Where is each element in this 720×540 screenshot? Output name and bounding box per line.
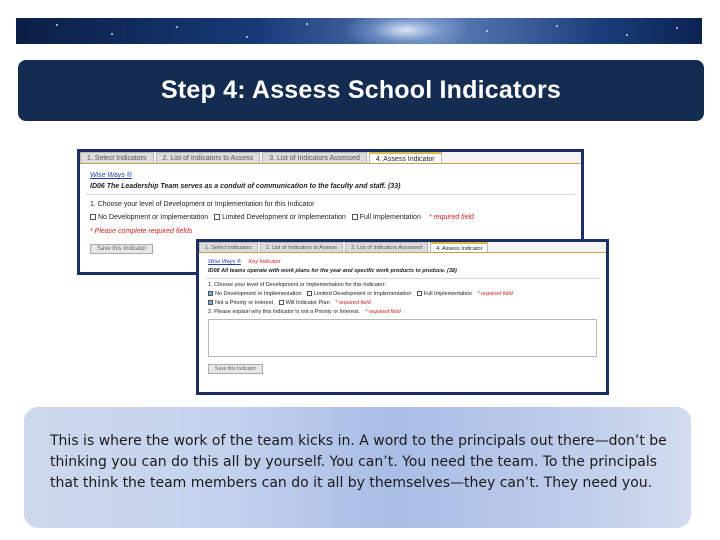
star-icon <box>246 36 248 38</box>
priority-checkbox[interactable] <box>279 300 284 305</box>
option-checkbox[interactable] <box>307 291 312 296</box>
star-icon <box>486 30 488 32</box>
indicator-heading <box>199 267 606 276</box>
notes-box <box>24 407 691 528</box>
option-checkbox[interactable] <box>352 214 358 220</box>
tab-indicators-to-assess[interactable]: 2. List of Indicators to Assess <box>156 152 261 163</box>
star-icon <box>176 26 178 28</box>
tab-indicators-assessed[interactable]: 3. List of Indicators Assessed <box>262 152 367 163</box>
banner-glow <box>346 18 466 44</box>
required-note: * required field <box>477 291 513 297</box>
tab-indicators-to-assess[interactable]: 2. List of Indicators to Assess <box>260 242 343 252</box>
assess-indicator-screenshot-front <box>196 239 609 395</box>
divider <box>205 278 600 279</box>
required-note: * required field <box>335 300 371 306</box>
option-label: Full Implementation <box>423 291 472 297</box>
option-checkbox[interactable] <box>417 291 422 296</box>
option-label: Limited Development or Implementation <box>222 214 346 221</box>
indicator-text: The Leadership Team serves as a conduit of communication to the faculty and staff. (33) <box>106 183 401 190</box>
option-checkbox[interactable] <box>214 214 220 220</box>
tab-assess-indicator[interactable]: 4. Assess Indicator <box>430 242 488 252</box>
level-options <box>199 290 606 299</box>
save-indicator-button[interactable]: Save this Indicator <box>208 364 263 374</box>
title-bar <box>18 60 704 121</box>
body-text: This is where the work of the team kicks in. A word to the principals out there—don’t be thinking you can do this all by yourself. You can’t. You need the team. To the principals that think the team members can do it all by themselves—they can’t. They need you. <box>50 433 667 491</box>
wise-ways-link[interactable]: Wise Ways ® <box>208 259 241 265</box>
star-icon <box>56 24 58 26</box>
slide-title: Step 4: Assess School Indicators <box>160 76 562 104</box>
priority-checkbox-checked[interactable] <box>208 300 213 305</box>
explanation-textarea[interactable] <box>208 319 597 357</box>
option-label: Full Implementation <box>359 214 421 221</box>
tab-select-indicators[interactable]: 1. Select Indicators <box>199 242 258 252</box>
wise-ways-link[interactable]: Wise Ways ® <box>90 172 132 179</box>
indicator-text: All teams operate with work plans for the year and specific work products to produce. (38) <box>221 268 457 274</box>
star-icon <box>626 34 628 36</box>
question-1-label: 1. Choose your level of Development or Implementation for this Indicator <box>90 201 315 208</box>
key-indicator-label: Key Indicator <box>248 259 281 265</box>
tab-indicators-assessed[interactable]: 3. List of Indicators Assessed <box>345 242 428 252</box>
indicator-code: ID06 <box>90 183 105 190</box>
star-icon <box>556 25 558 27</box>
option-label: Limited Development or Implementation <box>314 291 412 297</box>
tab-assess-indicator[interactable]: 4. Assess Indicator <box>369 152 442 163</box>
star-icon <box>676 27 678 29</box>
option-label: No Development or Implementation <box>215 291 302 297</box>
divider <box>86 194 575 195</box>
option-checkbox-checked[interactable] <box>208 291 213 296</box>
required-note: * required field <box>365 309 401 315</box>
option-label: No Development or Implementation <box>98 214 209 221</box>
star-icon <box>306 23 308 25</box>
option-checkbox[interactable] <box>90 214 96 220</box>
tab-strip <box>80 152 581 164</box>
required-note: * required field <box>428 214 474 221</box>
priority-label: Not a Priority or Interest <box>215 300 274 306</box>
star-icon <box>111 33 113 35</box>
question-2-label: 2. Please explain why this Indicator is not a Priority or Interest. <box>208 309 360 315</box>
question-1-label: 1. Choose your level of Development or Implementation for this Indicator: <box>208 282 386 288</box>
question-2-row <box>199 308 606 317</box>
warning-message: * Please complete required fields <box>90 228 193 235</box>
tab-strip <box>199 242 606 253</box>
save-indicator-button[interactable]: Save this Indicator <box>90 244 153 254</box>
priority-options <box>199 299 606 308</box>
indicator-heading <box>80 181 581 192</box>
starry-banner <box>16 18 702 44</box>
indicator-code: ID08 <box>208 268 220 274</box>
level-options <box>80 212 581 223</box>
priority-label: Will Indicator Plan <box>285 300 330 306</box>
tab-select-indicators[interactable]: 1. Select Indicators <box>80 152 154 163</box>
